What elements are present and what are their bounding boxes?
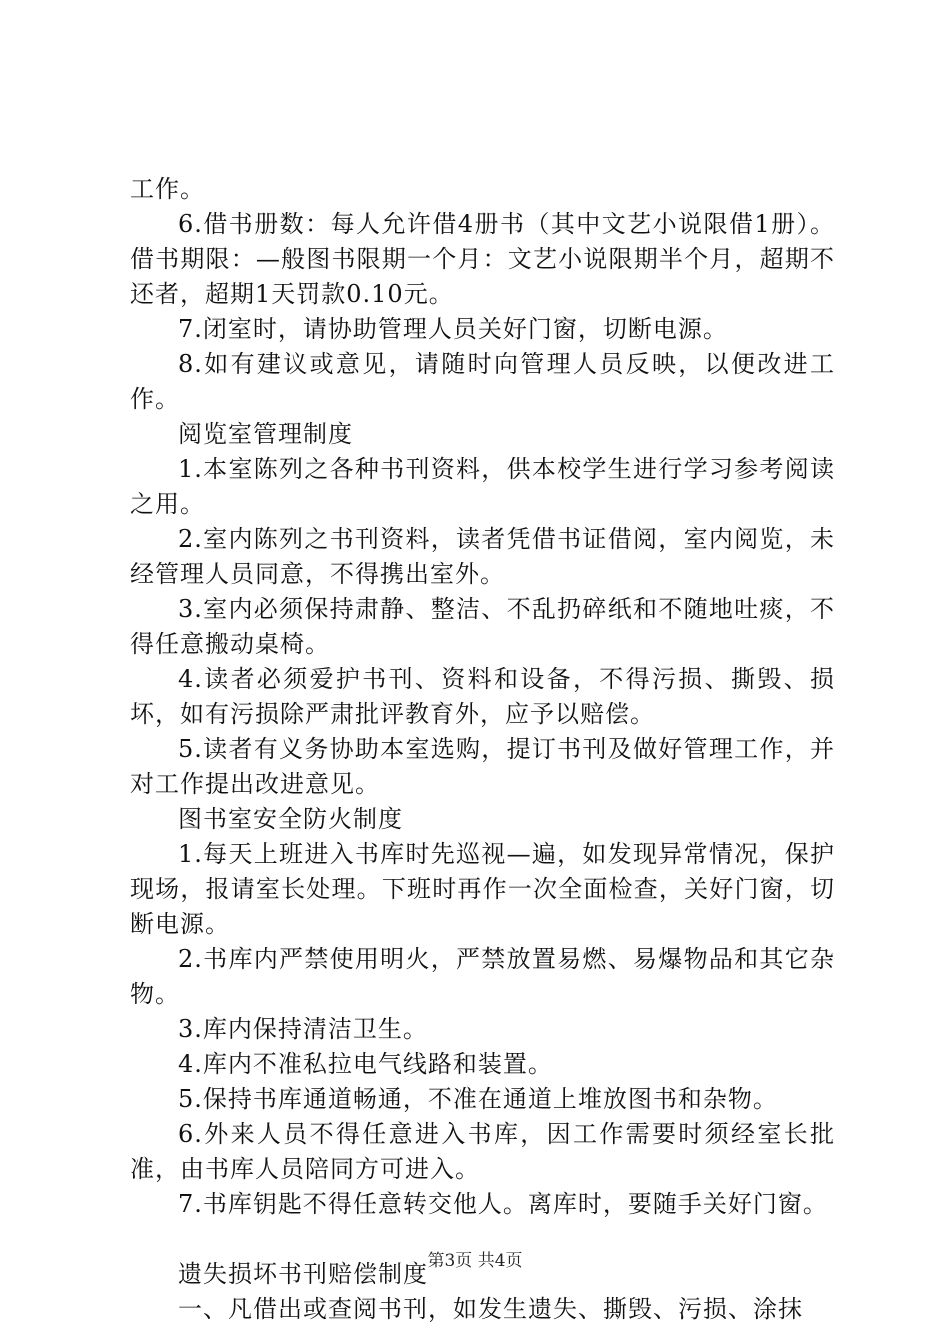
paragraph: 1.每天上班进入书库时先巡视—遍，如发现异常情况，保护现场，报请室长处理。下班时再作一次全面检查，关好门窗，切断电源。 [130, 840, 835, 938]
paragraph: 3.室内必须保持肃静、整洁、不乱扔碎纸和不随地吐痰，不得任意搬动桌椅。 [130, 595, 835, 658]
paragraph: 4.读者必须爱护书刊、资料和设备，不得污损、撕毁、损坏，如有污损除严肃批评教育外，应予以赔偿。 [130, 665, 835, 728]
paragraph: 4.库内不准私拉电气线路和装置。 [178, 1050, 553, 1078]
paragraph: 5.读者有义务协助本室选购，提订书刊及做好管理工作，并对工作提出改进意见。 [130, 735, 835, 798]
paragraph: 7.闭室时，请协助管理人员关好门窗，切断电源。 [178, 315, 728, 343]
section-heading: 图书室安全防火制度 [178, 805, 403, 833]
paragraph: 3.库内保持清洁卫生。 [178, 1015, 428, 1043]
paragraph: 6.借书册数：每人允许借4册书（其中文艺小说限借1册）。借书期限：—般图书限期一个月：文艺小说限期半个月，超期不还者，超期1天罚款0.10元。 [130, 210, 835, 308]
document-body [130, 172, 835, 1327]
page-footer: 第3页 共4页 [427, 1251, 523, 1271]
paragraph: 一、凡借出或查阅书刊，如发生遗失、撕毁、污损、涂抹 [178, 1295, 803, 1323]
paragraph: 8.如有建议或意见，请随时向管理人员反映，以便改进工作。 [130, 350, 835, 413]
paragraph: 5.保持书库通道畅通，不准在通道上堆放图书和杂物。 [178, 1085, 778, 1113]
paragraph: 7.书库钥匙不得任意转交他人。离库时，要随手关好门窗。 [178, 1190, 828, 1218]
section-heading: 遗失损坏书刊赔偿制度 [178, 1260, 428, 1288]
paragraph: 2.书库内严禁使用明火，严禁放置易燃、易爆物品和其它杂物。 [130, 945, 835, 1008]
paragraph: 6.外来人员不得任意进入书库，因工作需要时须经室长批准，由书库人员陪同方可进入。 [130, 1120, 835, 1183]
section-heading: 阅览室管理制度 [178, 420, 353, 448]
paragraph: 工作。 [130, 175, 205, 203]
paragraph: 2.室内陈列之书刊资料，读者凭借书证借阅，室内阅览，未经管理人员同意，不得携出室外。 [130, 525, 835, 588]
paragraph: 1.本室陈列之各种书刊资料，供本校学生进行学习参考阅读之用。 [130, 455, 835, 518]
